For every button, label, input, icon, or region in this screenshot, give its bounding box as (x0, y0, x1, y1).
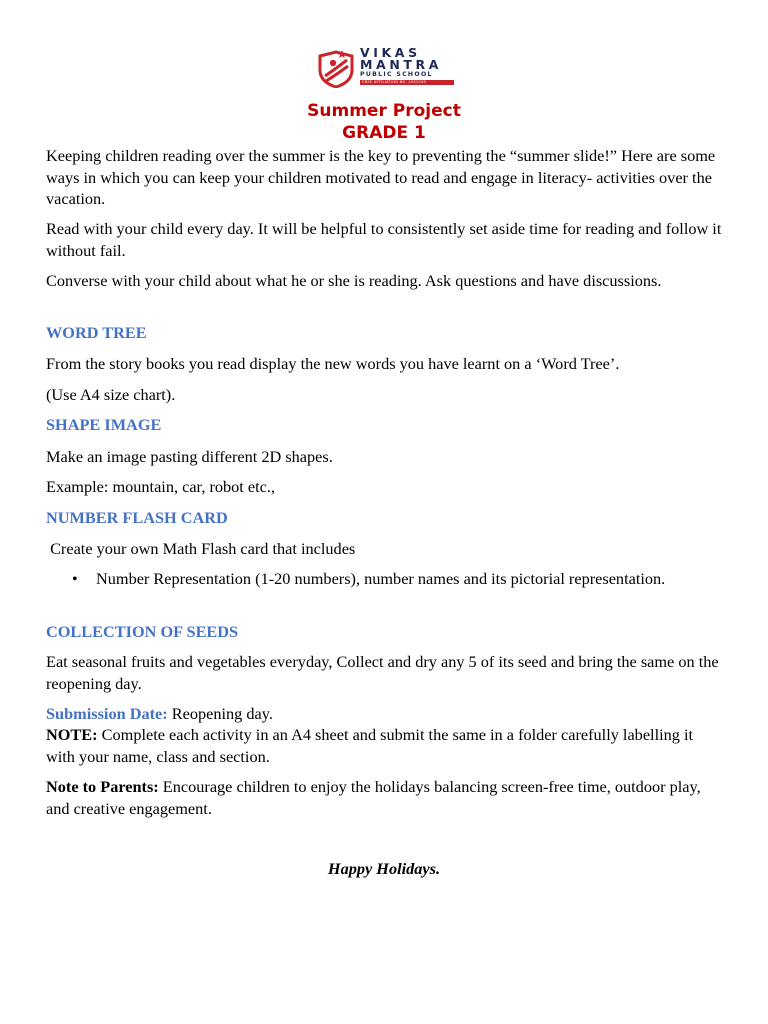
logo-line-mantra: MANTRA (360, 57, 443, 72)
shape-image-line-1: Make an image pasting different 2D shapes. (46, 447, 333, 466)
flash-card-bullet: Number Representation (1-20 numbers), number names and its pictorial representation. (96, 569, 666, 588)
parents-label: Note to Parents: (46, 777, 159, 796)
heading-number-flash-card: NUMBER FLASH CARD (46, 508, 228, 527)
closing-greeting: Happy Holidays. (327, 859, 441, 878)
intro-paragraph-3: Converse with your child about what he or she is reading. Ask questions and have discussions. (46, 271, 662, 290)
heading-collection-of-seeds: COLLECTION OF SEEDS (46, 622, 239, 641)
shape-image-line-2: Example: mountain, car, robot etc., (46, 477, 276, 496)
intro-paragraph-2: Read with your child every day. It will be helpful to consistently set aside time for reading and follow it without fail. (46, 219, 722, 260)
word-tree-line-2: (Use A4 size chart). (46, 385, 176, 404)
heading-word-tree: WORD TREE (46, 323, 147, 342)
note-paragraph (46, 724, 722, 767)
page-title: Summer Project (307, 101, 461, 121)
submission-value: Reopening day. (167, 704, 273, 723)
school-emblem-icon (316, 48, 356, 88)
school-logo (316, 44, 456, 90)
logo-line-public-school: PUBLIC SCHOOL (360, 71, 433, 78)
bullet-marker: • (72, 571, 78, 588)
word-tree-line-1: From the story books you read display the new words you have learnt on a ‘Word Tree’. (46, 354, 620, 373)
heading-shape-image: SHAPE IMAGE (46, 415, 162, 434)
flash-card-intro: Create your own Math Flash card that includes (46, 539, 356, 558)
intro-paragraph-1: Keeping children reading over the summer is the key to preventing the “summer slide!” Here are some ways in which you can keep your children motivated to read and engage in literacy- activities over the vacation. (46, 146, 716, 208)
parents-text: Encourage children to enjoy the holidays balancing screen-free time, outdoor play, and creative engagement. (46, 777, 701, 818)
logo-wordmark (360, 47, 456, 85)
logo-tagline: CBSE AFFILIATION NO. 1931049 (360, 80, 454, 85)
note-label: NOTE: (46, 725, 98, 744)
logo-line-vikas: VIKAS (360, 45, 421, 60)
submission-label: Submission Date: (46, 704, 168, 723)
seeds-paragraph: Eat seasonal fruits and vegetables everyday, Collect and dry any 5 of its seed and bring the same on the reopening day. (46, 652, 719, 693)
grade-title: GRADE 1 (342, 123, 426, 143)
submission-line (46, 703, 722, 725)
note-text: Complete each activity in an A4 sheet and submit the same in a folder carefully labelling it with your name, class and section. (46, 725, 694, 766)
parents-paragraph (46, 776, 722, 819)
